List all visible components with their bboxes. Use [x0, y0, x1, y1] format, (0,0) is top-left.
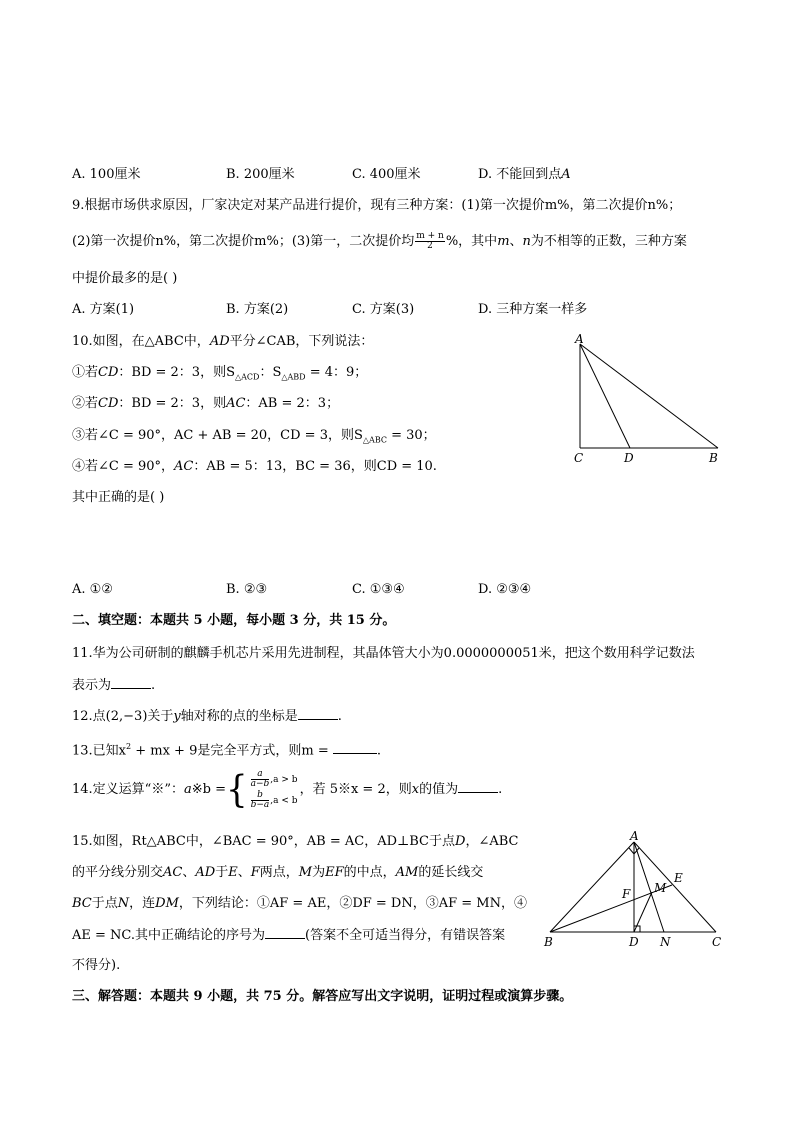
- q15-line5: 不得分).: [72, 958, 121, 973]
- q15-label-c: C: [712, 935, 722, 949]
- q10-option-a: A. ①②: [72, 582, 113, 597]
- q8-option-b: B. 200厘米: [226, 167, 295, 182]
- q15-label-m: M: [654, 881, 667, 895]
- q10-triangle-figure: [560, 330, 740, 470]
- section-2-heading: 二、填空题：本题共 5 小题，每小题 3 分，共 15 分。: [72, 613, 396, 628]
- q12-answer-blank[interactable]: [298, 707, 338, 720]
- q10-option-d: D. ②③④: [478, 582, 532, 597]
- q9-option-a: A. 方案(1): [72, 302, 135, 317]
- q10-label-a: A: [575, 332, 584, 346]
- q15-label-n: N: [660, 935, 671, 949]
- q10-label-c: C: [574, 451, 584, 465]
- q10-bisector-ad: [580, 344, 630, 448]
- q11-line1: 11.华为公司研制的麒麟手机芯片采用先进制程，其晶体管大小为0.0000000051米，把这个数用科学记数法: [72, 646, 695, 661]
- q10-label-b: B: [709, 451, 718, 465]
- q9-option-c: C. 方案(3): [352, 302, 415, 317]
- q11-line2: 表示为 .: [72, 678, 156, 693]
- q10-stem: 10.如图，在△ABC中，AD平分∠CAB，下列说法：: [72, 334, 374, 349]
- q14-answer-blank[interactable]: [458, 780, 498, 793]
- q10-option-c: C. ①③④: [352, 582, 405, 597]
- q9-fraction: $\frac{m + n}{2}$: [416, 231, 444, 251]
- q10-statement-1: ①若CD：BD = 2：3，则$S_{\triangle ACD}$：$S_{\triangle ABD} = 4$：9；: [72, 365, 368, 382]
- q14-piecewise: $\frac{a}{a-b}$ ,a > b $\frac{b}{b-a}$ ,a < b: [250, 768, 298, 810]
- q9-line2: (2)第一次提价n%，第二次提价m%；(3)第一，二次提价均 $\frac{m + n}{2}$ %，其中m、n为不相等的正数，三种方案: [72, 231, 687, 251]
- q10-question: 其中正确的是( ): [72, 490, 165, 505]
- q15-triangle-figure: [540, 830, 730, 952]
- q8-option-c: C. 400厘米: [352, 167, 421, 182]
- q14-brace: {: [225, 767, 248, 812]
- q15-answer-blank[interactable]: [265, 926, 305, 939]
- q10-statement-2: ②若CD：BD = 2：3，则AC：AB = 2：3；: [72, 396, 340, 411]
- q10-statement-3: ③若∠C = 90°，AC + AB = 20，CD = 3，则$S_{\triangle ABC} = 30$；: [72, 428, 436, 445]
- q8-option-a: A. 100厘米: [72, 167, 141, 182]
- q10-label-d: D: [624, 451, 634, 465]
- q15-label-b: B: [544, 935, 553, 949]
- q10-statement-4: ④若∠C = 90°，AC：AB = 5：13，BC = 36，则CD = 10.: [72, 459, 437, 474]
- section-3-heading: 三、解答题：本题共 9 小题，共 75 分。解答应写出文字说明，证明过程或演算步骤。: [72, 989, 573, 1004]
- q15-line2: 的平分线分别交AC、AD于E、F两点，M为EF的中点，AM的延长线交: [72, 865, 484, 880]
- q10-side-ab: [580, 344, 718, 448]
- q15-label-e: E: [674, 871, 683, 885]
- q12-line: 12.点(2,−3)关于y轴对称的点的坐标是 .: [72, 709, 342, 724]
- q15-side-ac: [634, 842, 716, 932]
- q8-option-d: D. 不能回到点A: [478, 167, 571, 182]
- q10-option-b: B. ②③: [226, 582, 268, 597]
- q9-option-b: B. 方案(2): [226, 302, 289, 317]
- q15-label-a: A: [630, 830, 639, 843]
- q14-line: 14.定义运算“※”：a※b ={ $\frac{a}{a-b}$ ,a > b $\frac{b}{b-a}$ ,a < b ，若 5※x = 2，则x的值为 .: [72, 767, 503, 812]
- q9-line1: 9.根据市场供求原因，厂家决定对某产品进行提价，现有三种方案：(1)第一次提价m%，第二次提价n%；: [72, 198, 682, 213]
- q13-answer-blank[interactable]: [333, 741, 377, 754]
- q15-line4: AE = NC.其中正确结论的序号为 (答案不全可适当得分，有错误答案: [72, 928, 506, 943]
- q9-option-d: D. 三种方案一样多: [478, 302, 588, 317]
- q9-line3: 中提价最多的是( ): [72, 271, 178, 286]
- q13-line: 13.已知$x^2$ + mx + 9是完全平方式，则m = .: [72, 742, 381, 759]
- q15-line3: BC于点N，连DM，下列结论：①AF = AE，②DF = DN，③AF = MN，④: [72, 896, 527, 911]
- q15-label-d: D: [629, 935, 639, 949]
- q11-answer-blank[interactable]: [111, 676, 151, 689]
- q15-label-f: F: [622, 887, 631, 901]
- q15-line1: 15.如图，Rt△ABC中，∠BAC = 90°，AB = AC，AD⊥BC于点D，∠ABC: [72, 834, 519, 849]
